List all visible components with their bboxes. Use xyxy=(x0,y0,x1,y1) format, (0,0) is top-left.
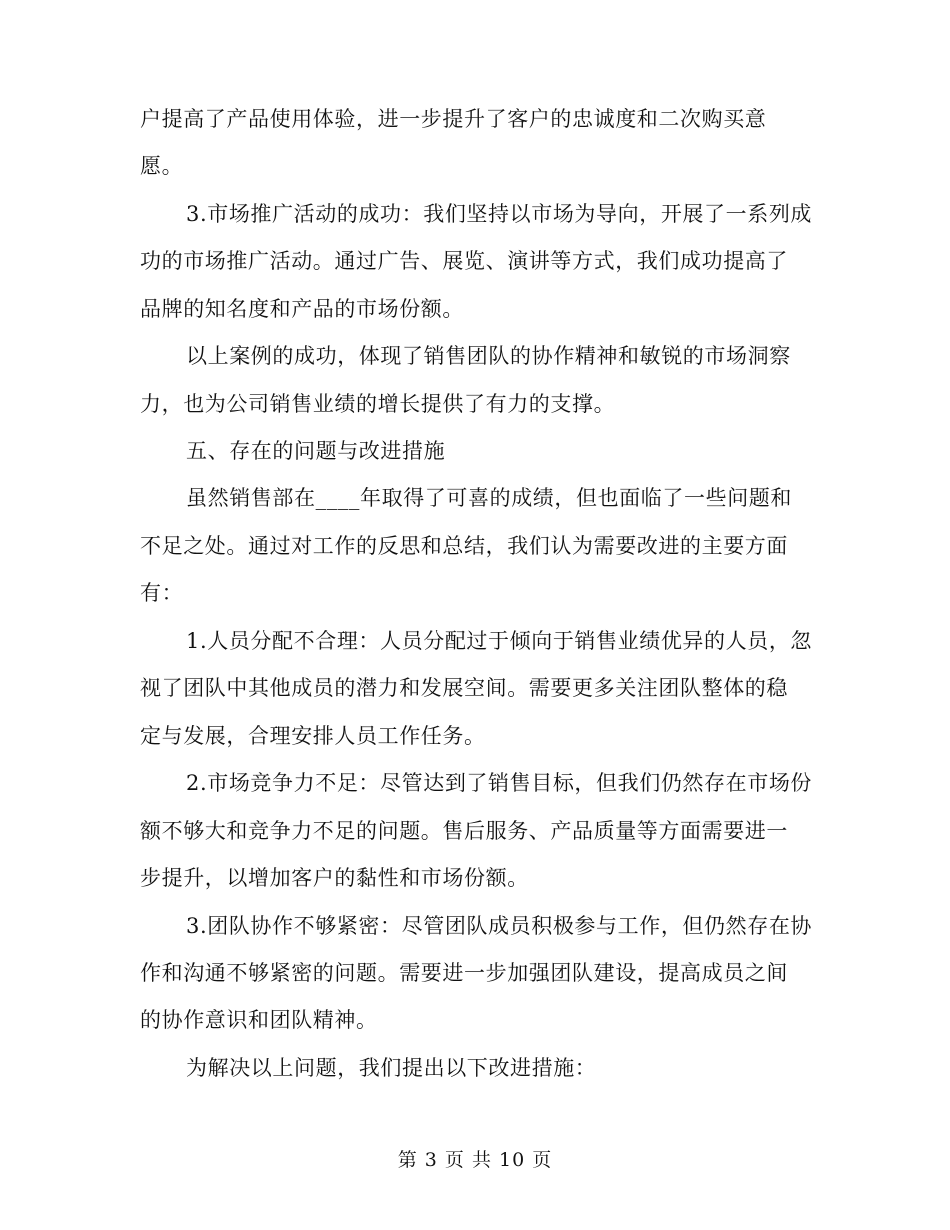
paragraph-start: 3.市场推广活动的成功：我们坚持以市场为导向，开展了一系列成 xyxy=(186,202,813,226)
text-line: 的协作意识和团队精神。 xyxy=(140,1008,378,1032)
text-line: 额不够大和竞争力不足的问题。售后服务、产品质量等方面需要进一 xyxy=(140,819,788,843)
text-line: 功的市场推广活动。通过广告、展览、演讲等方式，我们成功提高了 xyxy=(140,249,788,273)
paragraph-start: 以上案例的成功，体现了销售团队的协作精神和敏锐的市场洞察 xyxy=(186,344,791,368)
text-line: 视了团队中其他成员的潜力和发展空间。需要更多关注团队整体的稳 xyxy=(140,676,788,700)
paragraph-start: 2.市场竞争力不足：尽管达到了销售目标，但我们仍然存在市场份 xyxy=(186,771,813,795)
page-footer: 第 3 页 共 10 页 xyxy=(397,1149,553,1171)
text-line: 户提高了产品使用体验，进一步提升了客户的忠诚度和二次购买意 xyxy=(140,107,767,131)
text-line: 作和沟通不够紧密的问题。需要进一步加强团队建设，提高成员之间 xyxy=(140,961,788,985)
section-heading: 五、存在的问题与改进措施 xyxy=(186,439,446,463)
text-line: 有： xyxy=(140,581,184,605)
text-line: 品牌的知名度和产品的市场份额。 xyxy=(140,297,464,321)
text-line: 愿。 xyxy=(140,154,184,178)
paragraph-start: 3.团队协作不够紧密：尽管团队成员积极参与工作，但仍然存在协 xyxy=(186,914,813,938)
text-line: 力，也为公司销售业绩的增长提供了有力的支撑。 xyxy=(140,392,616,416)
text-line: 不足之处。通过对工作的反思和总结，我们认为需要改进的主要方面 xyxy=(140,534,788,558)
paragraph-start: 虽然销售部在____年取得了可喜的成绩，但也面临了一些问题和 xyxy=(186,486,792,510)
paragraph-start: 1.人员分配不合理：人员分配过于倾向于销售业绩优异的人员，忽 xyxy=(186,629,813,653)
text-line: 定与发展，合理安排人员工作任务。 xyxy=(140,724,486,748)
text-line: 步提升，以增加客户的黏性和市场份额。 xyxy=(140,866,529,890)
paragraph-start: 为解决以上问题，我们提出以下改进措施： xyxy=(186,1056,597,1080)
